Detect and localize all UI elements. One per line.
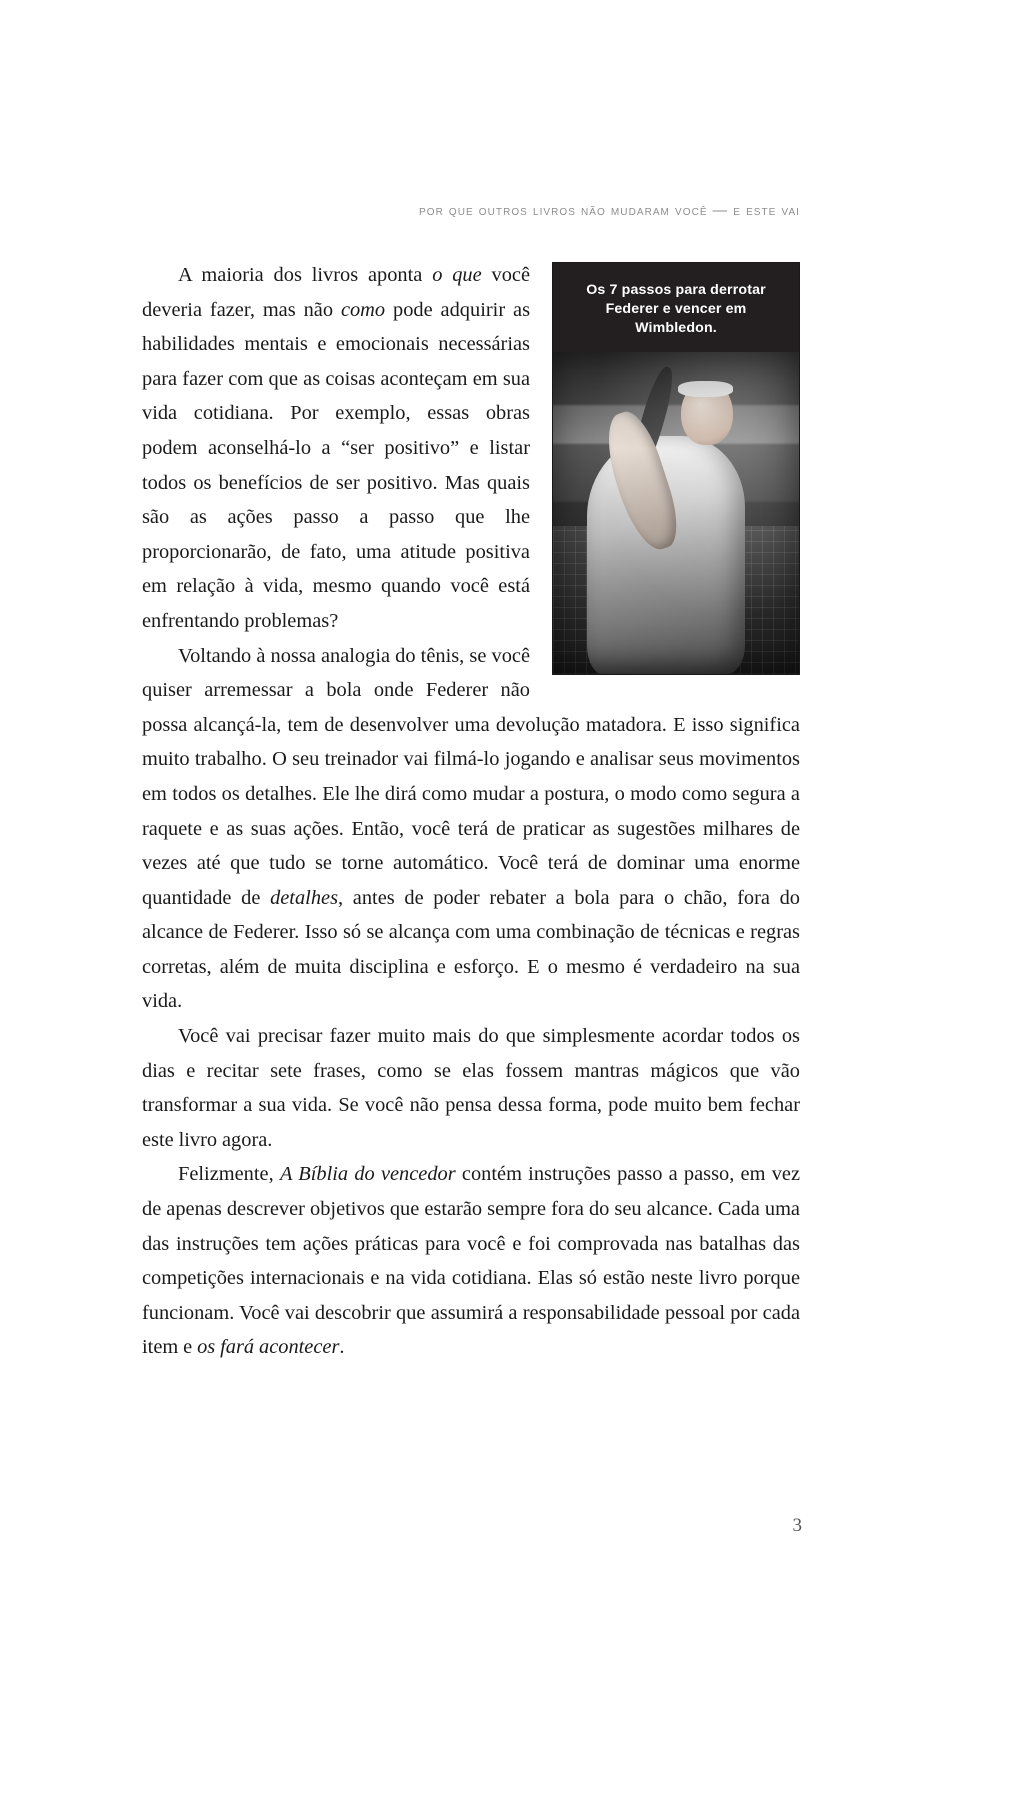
paragraph-3: Você vai precisar fazer muito mais do que simplesmente acordar todos os dias e recitar sete frases, como se elas fossem mantras mágicos que vão transformar a sua vida. Se você não pensa dessa forma, pode muito bem fechar este livro agora. bbox=[142, 1025, 800, 1151]
p4-text-c: . bbox=[339, 1336, 345, 1359]
p2-text-b: , antes de poder rebater a bola para o chão, fora do alcance de Federer. Isso só se alcança com uma combinação de técnicas e regras corretas, além de muita disciplina e esforço. E o mesmo é verdadeiro na sua vida. bbox=[142, 886, 800, 1013]
p1-text-a: A maioria dos livros aponta bbox=[178, 264, 433, 286]
page-body-text bbox=[142, 258, 800, 1365]
p1-text-b: você deveria fazer, mas não bbox=[142, 264, 530, 321]
photo-vignette bbox=[553, 352, 799, 674]
p4-emphasis-os-fara-acontecer: os fará acontecer bbox=[197, 1336, 340, 1359]
figure-caption: Os 7 passos para derrotar Federer e vencer em Wimbledon. bbox=[586, 282, 766, 336]
p4-text-b: contém instruções passo a passo, em vez de apenas descrever objetivos que estarão sempre fora do seu alcance. Cada uma das instruções tem ações práticas para você e foi comprovada nas batalhas das competições internacionais e na vida cotidiana. Elas só estão neste livro porque funcionam. Você vai descobrir que assumirá a responsabilidade pessoal por cada item e bbox=[142, 1163, 800, 1359]
paragraph-2 bbox=[142, 639, 800, 1020]
p1-text-c: pode adquirir as habilidades mentais e emocionais necessárias para fazer com que as coisas aconteçam em sua vida cotidiana. Por exemplo, essas obras podem aconselhá-lo a “ser positivo” e listar todos os benefícios de ser positivo. Mas quais são as ações passo a passo que lhe proporcionarão, de fato, uma atitude positiva em relação à vida, mesmo quando você está enfrentando problemas? bbox=[142, 298, 530, 632]
running-head: por que outros livros não mudaram você — e este vai bbox=[419, 203, 800, 219]
p4-text-a: Felizmente, bbox=[178, 1163, 280, 1186]
p1-emphasis-como: como bbox=[340, 298, 386, 321]
p2-text-a: Voltando à nossa analogia do tênis, se você quiser arremessar a bola onde Federer não possa alcançá-la, tem de desenvolver uma devolução matadora. E isso significa muito trabalho. O seu treinador vai filmá-lo jogando e analisar seus movimentos em todos os detalhes. Ele lhe dirá como mudar a postura, o modo como segura a raquete e as suas ações. Então, você terá de praticar as sugestões milhares de vezes até que tudo se torne automático. Você terá de dominar uma enorme quantidade de bbox=[142, 644, 800, 909]
p1-emphasis-o-que: o que bbox=[432, 264, 482, 286]
paragraph-4 bbox=[142, 1157, 800, 1365]
tennis-player-serving-photo bbox=[553, 352, 799, 674]
page-number: 3 bbox=[792, 1515, 802, 1536]
p2-emphasis-detalhes: detalhes bbox=[270, 886, 339, 909]
figure-federer bbox=[552, 262, 800, 675]
p4-emphasis-book-title: A Bíblia do vencedor bbox=[279, 1163, 456, 1186]
